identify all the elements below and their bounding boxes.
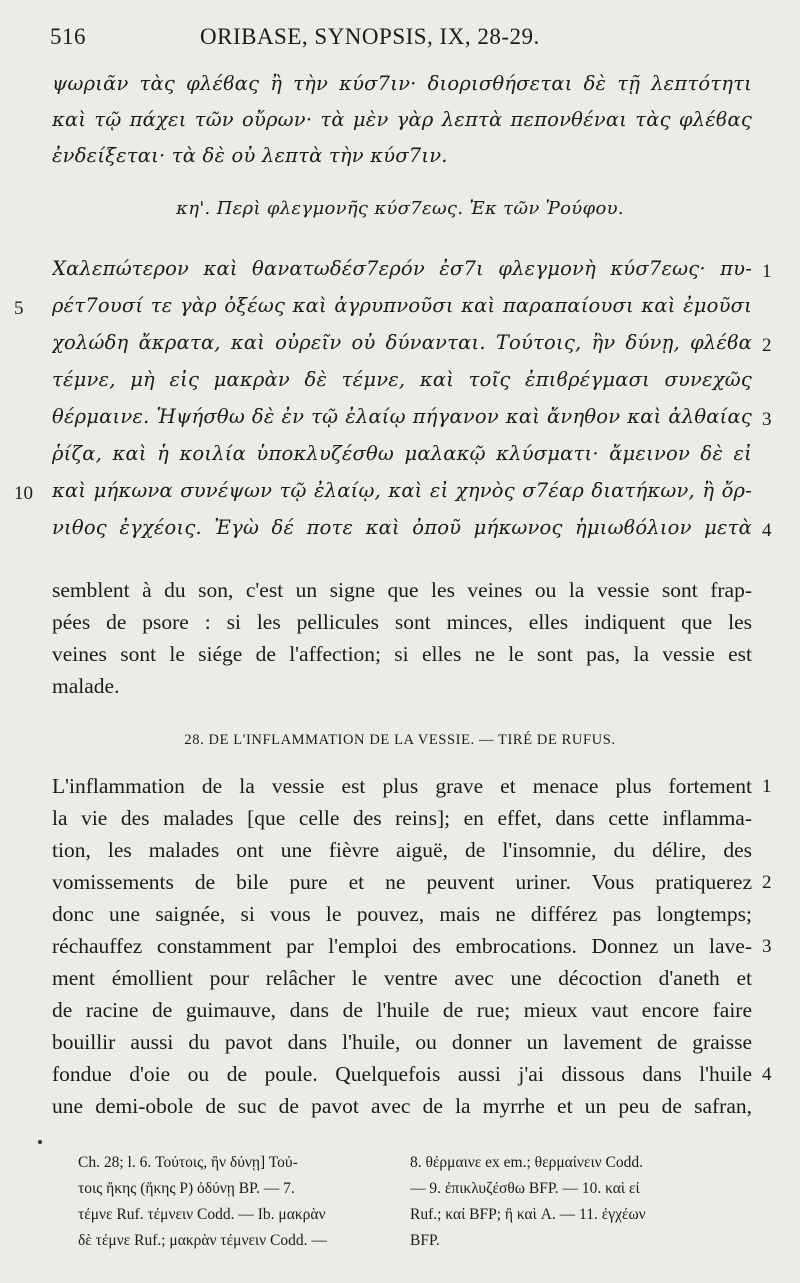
greek-top-line: ἐνδείξεται· τὰ δὲ οὐ λεπτὰ τὴν κύσ7ιν. [52,144,448,167]
footnote-line: Ch. 28; l. 6. Τούτοις, ἢν δύνῃ] Τού- [78,1154,298,1171]
french-top-line: veines sont le siége de l'affection; si elles ne le sont pas, la vessie est [52,642,752,666]
footnote-line: 8. θέρμαινε ex em.; θερμαίνειν Codd. [410,1154,643,1171]
greek-top-line: ψωριᾶν τὰς φλέϐας ἢ τὴν κύσ7ιν· διορισθήσεται δὲ τῇ λεπτότητι [52,72,752,95]
page-number: 516 [50,24,86,49]
footnote-line: BFP. [410,1232,440,1249]
greek-body-line: καὶ μήκωνα συνέψων τῷ ἐλαίῳ, καὶ εἰ χηνὸς σ7έαρ διατήκων, ἢ ὄρ- [52,479,752,502]
greek-body-line: ρέτ7ουσί τε γὰρ ὀξέως καὶ ἀγρυπνοῦσι καὶ παραπαίουσι καὶ ἐμοῦσι [52,294,752,317]
french-body-line: la vie des malades [que celle des reins]; en effet, dans cette inflamma- [52,806,752,830]
french-body-line: donc une saignée, si vous le pouvez, mais ne différez pas longtemps; [52,902,752,926]
footnote-line: — 9. ἐπικλυζέσθω BFP. — 10. καὶ εἰ [410,1180,640,1197]
greek-body-line: τέμνε, μὴ εἰς μακρὰν δὲ τέμνε, καὶ τοῖς ἐπιϐρέγμασι συνεχῶς [52,368,752,391]
greek-body-line: χολώδη ἄκρατα, καὶ οὐρεῖν οὐ δύνανται. Τούτοις, ἢν δύνῃ, φλέϐα [52,331,752,354]
footnote-line: δὲ τέμνε Ruf.; μακρὰν τέμνειν Codd. — [78,1232,327,1249]
french-body-line: fondue d'oie ou de poule. Quelquefois aussi j'ai dissous dans l'huile [52,1062,752,1086]
french-body-line: bouillir aussi du pavot dans l'huile, ou donner un lavement de graisse [52,1030,752,1054]
french-chapter-heading: 28. DE L'INFLAMMATION DE LA VESSIE. — TIRÉ DE RUFUS. [184,732,616,748]
greek-top-line: καὶ τῷ πάχει τῶν οὔρων· τὰ μὲν γὰρ λεπτὰ πεπονθέναι τὰς φλέϐας [52,108,752,131]
french-body-line: tion, les malades ont une fièvre aiguë, de l'insomnie, du délire, des [52,838,752,862]
greek-body-line: Χαλεπώτερον καὶ θανατωδέσ7ερόν ἐσ7ι φλεγμονὴ κύσ7εως· πυ- [52,257,752,280]
ink-speck [38,1140,42,1144]
footnote-line: τέμνε Ruf. τέμνειν Codd. — Ib. μακρὰν [78,1206,326,1223]
french-top-line: malade. [52,674,120,698]
french-body-line: réchauffez constamment par l'emploi des embrocations. Donnez un lave- [52,934,752,958]
greek-line-number-right: 4 [762,520,772,541]
french-line-number: 2 [762,872,772,893]
french-body-line: vomissements de bile pure et ne peuvent uriner. Vous pratiquerez [52,870,752,894]
greek-body-line: θέρμαινε. Ἡψήσθω δὲ ἐν τῷ ἐλαίῳ πήγανον καὶ ἄνηθον καὶ ἀλθαίας [52,405,752,428]
french-top-line: semblent à du son, c'est un signe que les veines ou la vessie sont frap- [52,578,752,602]
running-title: ORIBASE, SYNOPSIS, IX, 28-29. [200,24,540,49]
greek-line-number-left: 10 [14,483,33,504]
footnote-line: τοις ἤκης (ἥκης P) ὀδύνῃ BP. — 7. [78,1180,295,1197]
greek-body-line: ῥίζα, καὶ ἡ κοιλία ὑποκλυζέσθω μαλακῷ κλύσματι· ἄμεινον δὲ εἰ [52,442,752,465]
greek-line-number-right: 2 [762,335,772,356]
page-header [50,24,750,54]
french-line-number: 4 [762,1064,772,1085]
french-line-number: 1 [762,776,772,797]
greek-line-number-right: 3 [762,409,772,430]
french-body-line: une demi-obole de suc de pavot avec de la myrrhe et un peu de safran, [52,1094,752,1118]
greek-body-line: νιθος ἐγχέοις. Ἐγὼ δέ ποτε καὶ ὀποῦ μήκωνος ἡμιωϐόλιον μετὰ [52,516,752,539]
french-body-line: de racine de guimauve, dans de l'huile de rue; mieux vaut encore faire [52,998,752,1022]
french-body-line: L'inflammation de la vessie est plus grave et menace plus fortement [52,774,752,798]
footnote-line: Ruf.; καί BFP; ἢ καὶ A. — 11. ἐγχέων [410,1206,646,1223]
greek-line-number-right: 1 [762,261,772,282]
french-top-line: pées de psore : si les pellicules sont minces, elles indiquent que les [52,610,752,634]
french-line-number: 3 [762,936,772,957]
french-body-line: ment émollient pour relâcher le ventre avec une décoction d'aneth et [52,966,752,990]
greek-chapter-heading: κη'. Περὶ φλεγμονῆς κύσ7εως. Ἐκ τῶν Ῥούφου. [176,198,624,219]
greek-line-number-left: 5 [14,298,24,319]
